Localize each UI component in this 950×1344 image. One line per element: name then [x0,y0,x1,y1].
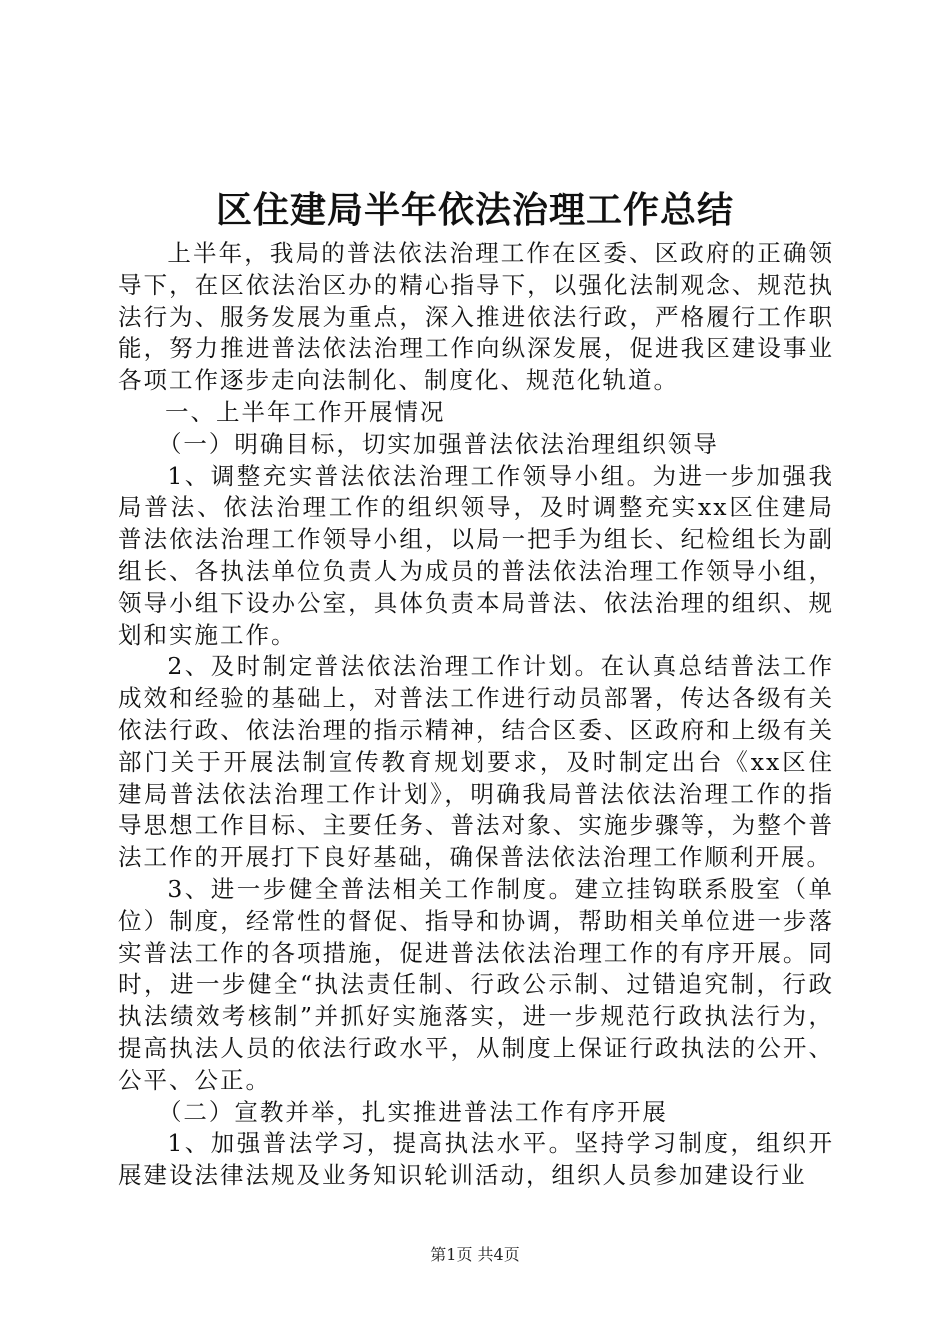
body-paragraph-1: 1、调整充实普法依法治理工作领导小组。为进一步加强我局普法、依法治理工作的组织领导，及时调整充实xx区住建局普法依法治理工作领导小组，以局一把手为组长、纪检组长为副组长、各执法单位负责人为成员的普法依法治理工作领导小组，领导小组下设办公室，具体负责本局普法、依法治理的组织、规划和实施工作。 [118,461,834,649]
section-heading-1: 一、上半年工作开展情况 [165,397,446,426]
page-footer: 第1页 共4页 [430,1245,520,1264]
subsection-heading-2: （二）宣教并举，扎实推进普法工作有序开展 [157,1097,668,1126]
document-body [118,238,834,1192]
document-title: 区住建局半年依法治理工作总结 [215,189,734,231]
body-paragraph-3: 3、进一步健全普法相关工作制度。建立挂钩联系股室（单位）制度，经常性的督促、指导和协调，帮助相关单位进一步落实普法工作的各项措施，促进普法依法治理工作的有序开展。同时，进一步健全“执法责任制、行政公示制、过错追究制，行政执法绩效考核制”并抓好实施落实，进一步规范行政执法行为，提高执法人员的依法行政水平，从制度上保证行政执法的公开、公平、公正。 [118,874,834,1094]
subsection-heading-1: （一）明确目标，切实加强普法依法治理组织领导 [157,429,719,458]
body-paragraph-4: 1、加强普法学习，提高执法水平。坚持学习制度，组织开展建设法律法规及业务知识轮训活动，组织人员参加建设行业 [118,1129,834,1190]
body-paragraph-2: 2、及时制定普法依法治理工作计划。在认真总结普法工作成效和经验的基础上，对普法工作进行动员部署，传达各级有关依法行政、依法治理的指示精神，结合区委、区政府和上级有关部门关于开展法制宣传教育规划要求，及时制定出台《xx区住建局普法依法治理工作计划》，明确我局普法依法治理工作的指导思想工作目标、主要任务、普法对象、实施步骤等，为整个普法工作的开展打下良好基础，确保普法依法治理工作顺利开展。 [118,652,834,872]
intro-paragraph: 上半年，我局的普法依法治理工作在区委、区政府的正确领导下，在区依法治区办的精心指导下，以强化法制观念、规范执法行为、服务发展为重点，深入推进依法行政，严格履行工作职能，努力推进普法依法治理工作向纵深发展，促进我区建设事业各项工作逐步走向法制化、制度化、规范化轨道。 [118,239,834,395]
